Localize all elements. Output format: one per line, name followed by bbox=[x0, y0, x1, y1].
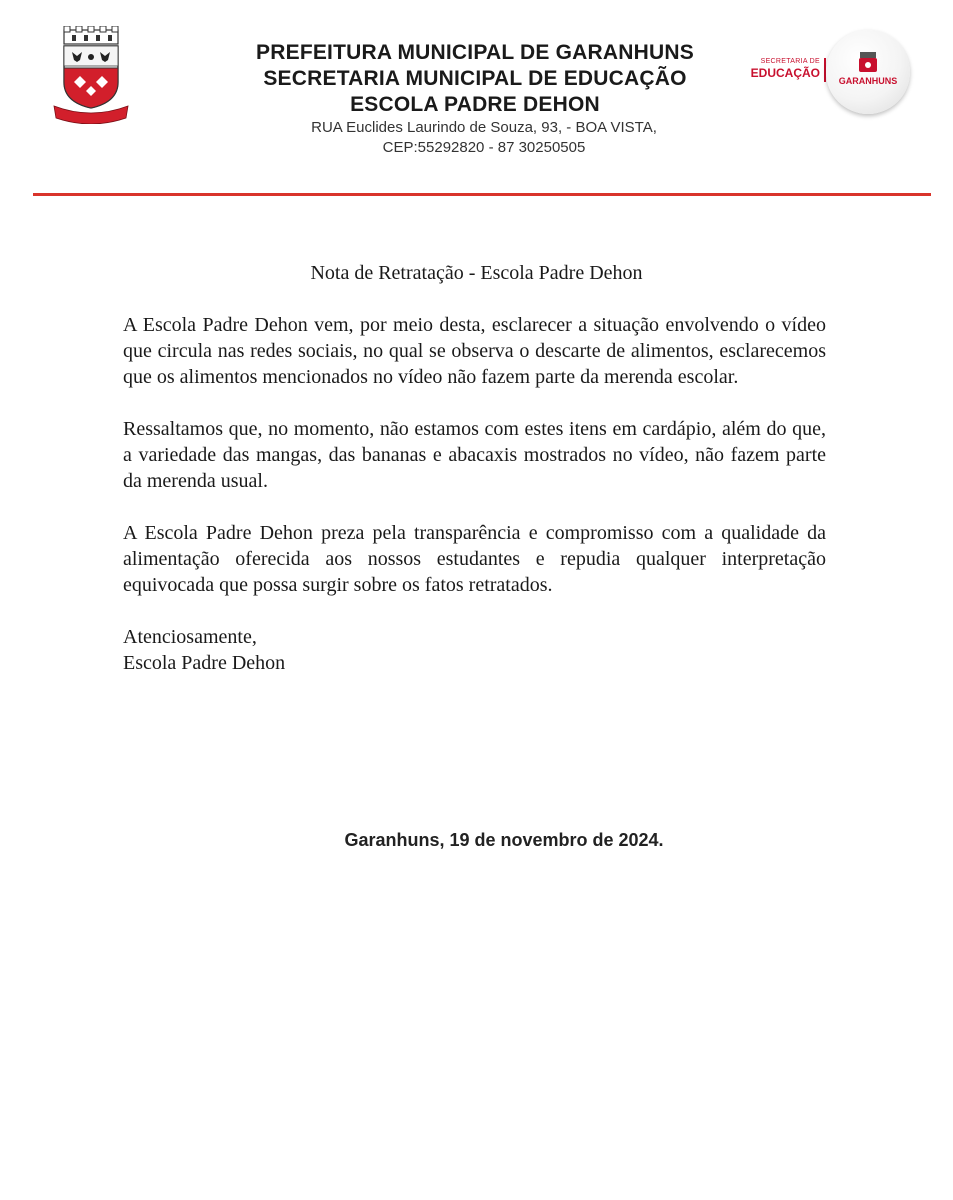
secretaria-title: SECRETARIA MUNICIPAL DE EDUCAÇÃO bbox=[263, 67, 687, 90]
edu-logo-big-text: EDUCAÇÃO bbox=[750, 66, 820, 80]
school-name: ESCOLA PADRE DEHON bbox=[350, 93, 600, 116]
address-line-1: RUA Euclides Laurindo de Souza, 93, - BOA VISTA, bbox=[311, 119, 657, 136]
closing: Atenciosamente, bbox=[123, 626, 257, 648]
document-title: Nota de Retratação - Escola Padre Dehon bbox=[310, 262, 643, 284]
badge-emblem-icon bbox=[826, 30, 910, 114]
secretaria-educacao-logo bbox=[742, 58, 820, 88]
paragraph-3: A Escola Padre Dehon preza pela transparência e compromisso com a qualidade da alimentação oferecida aos nossos estudantes e repudia qualquer interpretação equivocada que possa surgir sobre os fatos retratados. bbox=[123, 522, 826, 596]
document-body bbox=[123, 312, 826, 676]
garanhuns-badge-logo bbox=[826, 30, 910, 114]
municipal-crest-logo bbox=[52, 26, 130, 124]
paragraph-1: A Escola Padre Dehon vem, por meio desta, esclarecer a situação envolvendo o vídeo que circula nas redes sociais, no qual se observa o descarte de alimentos, esclarecemos que os alimentos mencionados no vídeo não fazem parte da merenda escolar. bbox=[123, 314, 826, 388]
header-divider bbox=[33, 193, 931, 196]
badge-text: GARANHUNS bbox=[838, 76, 898, 86]
signature: Escola Padre Dehon bbox=[123, 652, 286, 674]
letterhead bbox=[200, 40, 750, 158]
paragraph-2: Ressaltamos que, no momento, não estamos com estes itens em cardápio, além do que, a variedade das mangas, das bananas e abacaxis mostrados no vídeo, não fazem parte da merenda usual. bbox=[123, 418, 826, 492]
prefeitura-title: PREFEITURA MUNICIPAL DE GARANHUNS bbox=[256, 41, 694, 64]
address-line-2: CEP:55292820 - 87 30250505 bbox=[382, 139, 586, 156]
document-date: Garanhuns, 19 de novembro de 2024. bbox=[344, 830, 664, 850]
edu-logo-small-text: SECRETARIA DE bbox=[760, 58, 820, 65]
